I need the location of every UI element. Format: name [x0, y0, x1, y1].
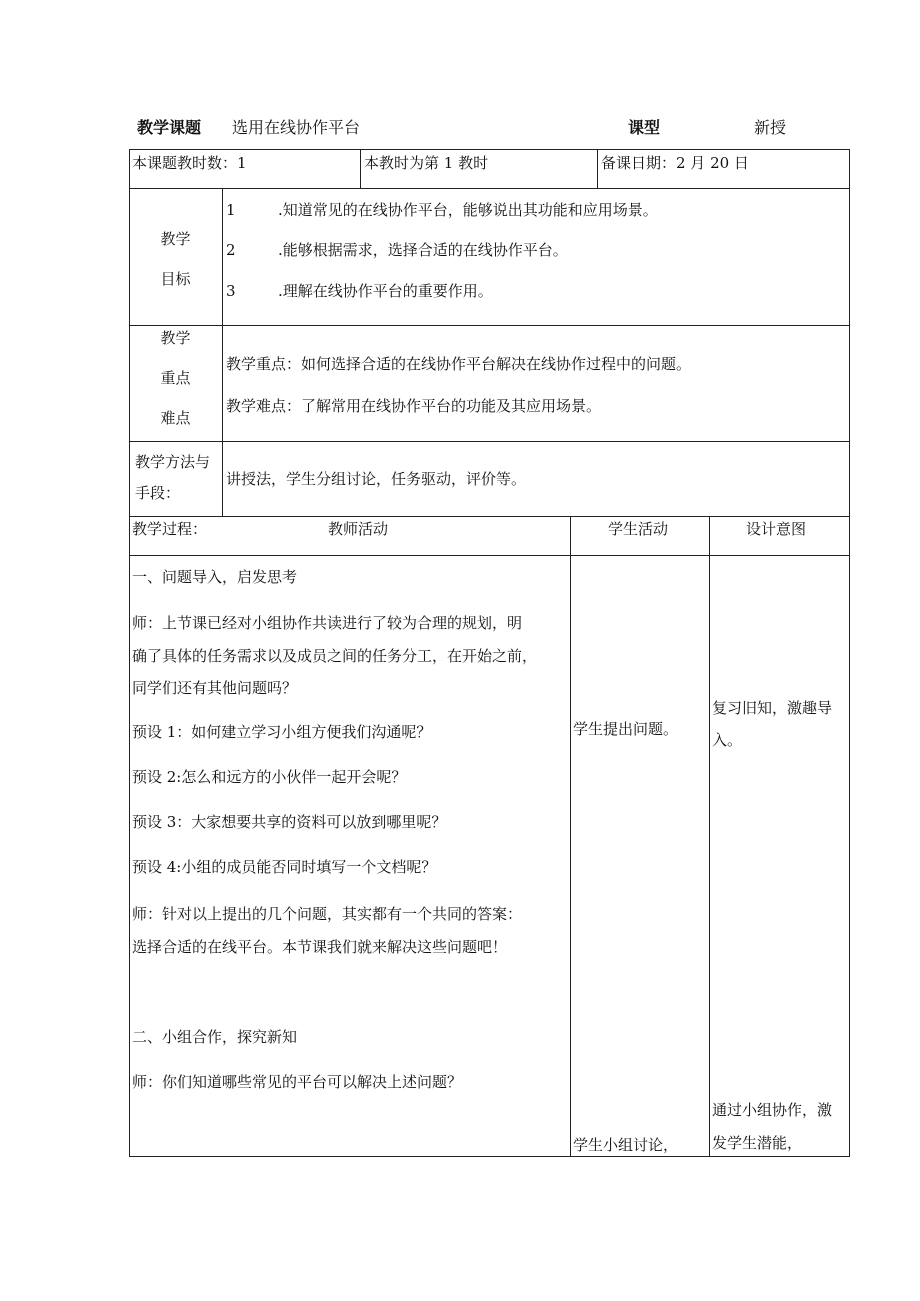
objectives-label: 教学: [160, 230, 191, 248]
row-divider: [129, 441, 850, 442]
subject-label: 教学课题: [137, 118, 202, 137]
type-value: 新授: [754, 118, 787, 137]
col-divider: [709, 516, 710, 1157]
methods-text: 讲授法，学生分组讨论，任务驱动，评价等。: [226, 470, 527, 488]
objectives-label: 目标: [160, 270, 191, 288]
keypoints-label: 重点: [160, 369, 191, 387]
keypoints-label: 难点: [160, 409, 191, 427]
objective-text: .知道常见的在线协作平台，能够说出其功能和应用场景。: [278, 201, 658, 219]
teacher-activity-header: 教师活动: [328, 520, 389, 538]
design-intent: 复习旧知，激趣导: [712, 699, 833, 717]
objective-text: .理解在线协作平台的重要作用。: [278, 282, 493, 300]
design-intent-header: 设计意图: [746, 520, 807, 538]
preset-line: 预设 2:怎么和远方的小伙伴一起开会呢？: [132, 768, 407, 786]
prep-date: 备课日期：2 月 20 日: [601, 154, 749, 172]
section-title: 二、小组合作，探究新知: [132, 1028, 298, 1046]
current-hour: 本教时为第 1 教时: [364, 154, 489, 172]
design-intent: 通过小组协作，激: [712, 1101, 833, 1119]
row-divider: [129, 555, 850, 556]
teacher-line: 师：你们知道哪些常见的平台可以解决上述问题？: [132, 1073, 463, 1091]
row-divider: [129, 516, 850, 517]
focus-text: 教学重点：如何选择合适的在线协作平台解决在线协作过程中的问题。: [226, 355, 692, 373]
methods-label: 教学方法与: [135, 453, 211, 471]
col-divider: [597, 149, 598, 189]
type-label: 课型: [628, 118, 661, 137]
student-activity: 学生小组讨论，: [573, 1136, 679, 1154]
teacher-line: 师：针对以上提出的几个问题，其实都有一个共同的答案：: [132, 905, 523, 923]
design-intent: 入。: [712, 731, 743, 749]
total-hours: 本课题教时数：1: [132, 154, 247, 172]
preset-line: 预设 3：大家想要共享的资料可以放到哪里呢？: [132, 813, 447, 831]
process-header-label: 教学过程：: [132, 520, 208, 538]
methods-label: 手段：: [135, 484, 181, 502]
objective-number: 1: [226, 201, 236, 219]
design-intent: 发学生潜能，: [712, 1134, 803, 1152]
teacher-line: 师：上节课已经对小组协作共读进行了较为合理的规划，明: [132, 614, 523, 632]
objective-number: 2: [226, 241, 236, 259]
preset-line: 预设 4:小组的成员能否同时填写一个文档呢？: [132, 858, 437, 876]
preset-line: 预设 1：如何建立学习小组方便我们沟通呢？: [132, 723, 432, 741]
teacher-line: 选择合适的在线平台。本节课我们就来解决这些问题吧！: [132, 938, 508, 956]
keypoints-label: 教学: [160, 329, 191, 347]
col-divider: [222, 188, 223, 517]
row-divider: [129, 325, 850, 326]
student-activity-header: 学生活动: [608, 520, 669, 538]
table-border-top: [129, 149, 850, 150]
student-activity: 学生提出问题。: [573, 720, 679, 738]
table-border-right: [849, 149, 850, 1157]
row-divider: [129, 188, 850, 189]
col-divider: [570, 516, 571, 1157]
col-divider: [360, 149, 361, 189]
subject-value: 选用在线协作平台: [232, 118, 361, 137]
objective-number: 3: [226, 282, 236, 300]
difficulty-text: 教学难点：了解常用在线协作平台的功能及其应用场景。: [226, 397, 602, 415]
objective-text: .能够根据需求，选择合适的在线协作平台。: [278, 241, 568, 259]
teacher-line: 确了具体的任务需求以及成员之间的任务分工，在开始之前，: [132, 647, 538, 665]
table-border-bottom: [129, 1156, 850, 1157]
teacher-line: 同学们还有其他问题吗？: [132, 679, 298, 697]
section-title: 一、问题导入，启发思考: [132, 568, 298, 586]
table-border-left: [129, 149, 130, 1157]
